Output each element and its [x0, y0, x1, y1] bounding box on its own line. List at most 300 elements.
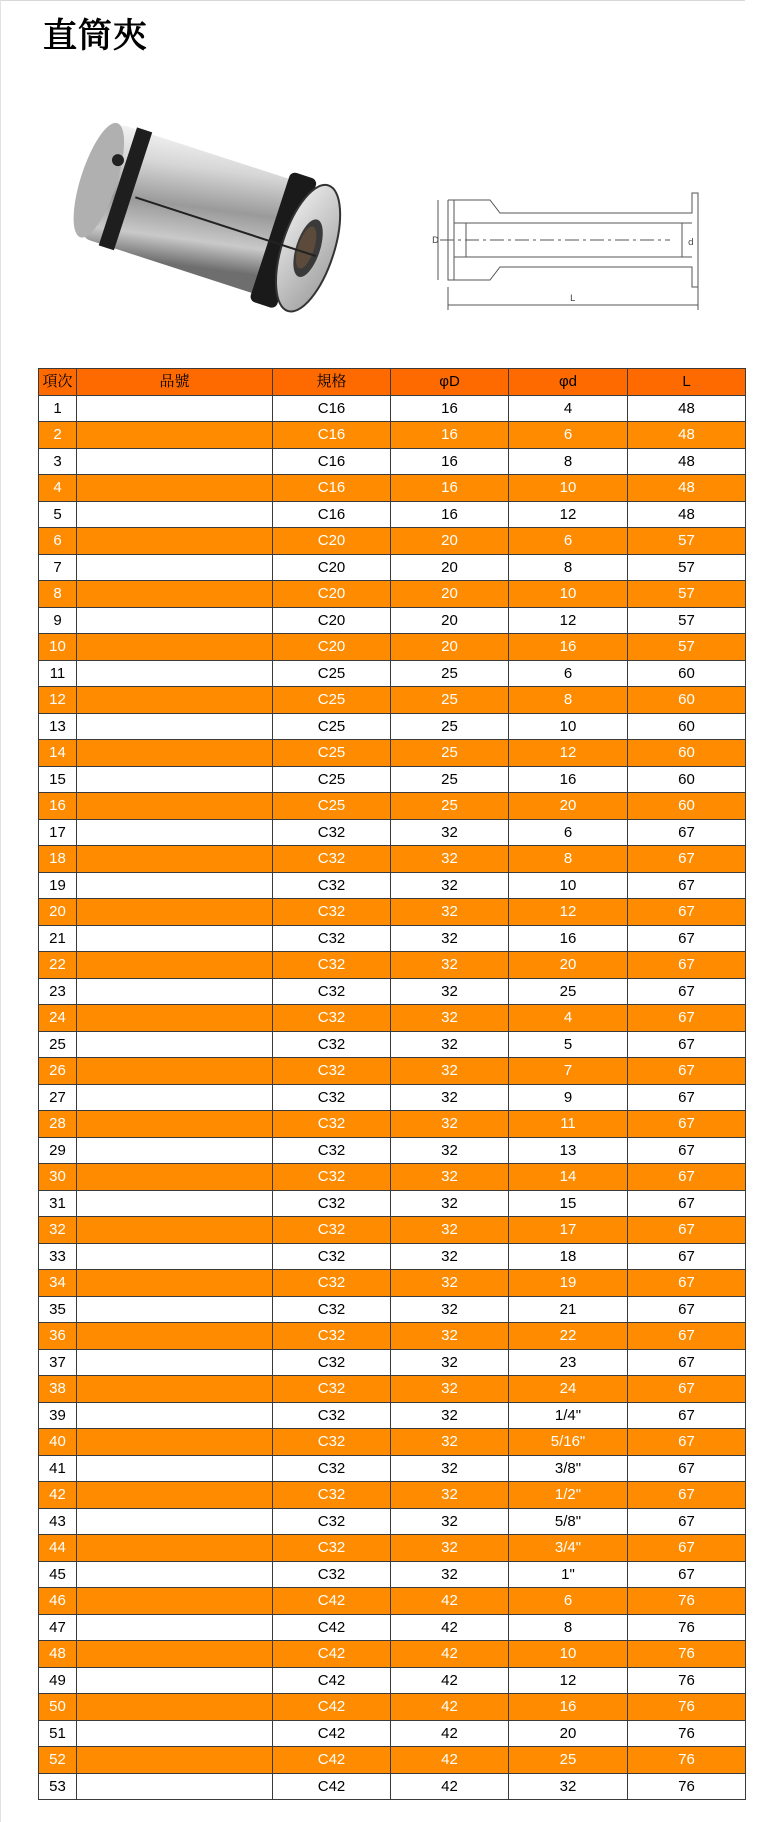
cell-item-no: 15	[39, 766, 77, 793]
cell-spec: C42	[273, 1694, 391, 1721]
cell-inner-diameter: 25	[509, 978, 628, 1005]
cell-part-no	[77, 1190, 273, 1217]
cell-item-no: 41	[39, 1455, 77, 1482]
table-row	[39, 1349, 746, 1376]
cell-spec: C32	[273, 1535, 391, 1562]
cell-inner-diameter: 12	[509, 740, 628, 767]
cell-length: 67	[628, 1270, 746, 1297]
cell-item-no: 38	[39, 1376, 77, 1403]
table-row	[39, 1508, 746, 1535]
cell-inner-diameter: 6	[509, 528, 628, 555]
table-row	[39, 501, 746, 528]
cell-outer-diameter: 25	[391, 713, 509, 740]
cell-item-no: 14	[39, 740, 77, 767]
table-row	[39, 1058, 746, 1085]
cell-length: 67	[628, 1323, 746, 1350]
cell-part-no	[77, 501, 273, 528]
cell-inner-diameter: 4	[509, 1005, 628, 1032]
cell-outer-diameter: 32	[391, 1190, 509, 1217]
cell-length: 48	[628, 501, 746, 528]
cell-length: 48	[628, 448, 746, 475]
header-item-no: 項次	[39, 369, 77, 396]
cell-spec: C32	[273, 1217, 391, 1244]
cell-length: 60	[628, 660, 746, 687]
cell-inner-diameter: 32	[509, 1773, 628, 1800]
cell-item-no: 25	[39, 1031, 77, 1058]
table-row	[39, 475, 746, 502]
cell-item-no: 4	[39, 475, 77, 502]
cell-part-no	[77, 581, 273, 608]
cell-outer-diameter: 32	[391, 1535, 509, 1562]
table-row	[39, 1694, 746, 1721]
table-row	[39, 1323, 746, 1350]
cell-part-no	[77, 793, 273, 820]
cell-inner-diameter: 6	[509, 1588, 628, 1615]
cell-inner-diameter: 1"	[509, 1561, 628, 1588]
table-row	[39, 687, 746, 714]
cell-outer-diameter: 32	[391, 978, 509, 1005]
cell-outer-diameter: 16	[391, 475, 509, 502]
cell-outer-diameter: 32	[391, 1084, 509, 1111]
cell-length: 67	[628, 872, 746, 899]
table-row	[39, 925, 746, 952]
cell-length: 67	[628, 1111, 746, 1138]
cell-spec: C20	[273, 528, 391, 555]
table-row	[39, 1535, 746, 1562]
cell-inner-diameter: 8	[509, 1614, 628, 1641]
cell-spec: C42	[273, 1588, 391, 1615]
cell-inner-diameter: 12	[509, 501, 628, 528]
cell-spec: C25	[273, 687, 391, 714]
cell-item-no: 29	[39, 1137, 77, 1164]
table-row	[39, 581, 746, 608]
cell-length: 67	[628, 1031, 746, 1058]
cell-inner-diameter: 6	[509, 422, 628, 449]
cell-item-no: 37	[39, 1349, 77, 1376]
table-row	[39, 1641, 746, 1668]
cell-length: 67	[628, 1376, 746, 1403]
cell-item-no: 16	[39, 793, 77, 820]
table-row	[39, 1084, 746, 1111]
cell-inner-diameter: 10	[509, 1641, 628, 1668]
cell-item-no: 52	[39, 1747, 77, 1774]
cell-spec: C20	[273, 607, 391, 634]
cell-spec: C32	[273, 1084, 391, 1111]
cell-outer-diameter: 42	[391, 1720, 509, 1747]
cell-length: 76	[628, 1773, 746, 1800]
cell-inner-diameter: 8	[509, 448, 628, 475]
cell-item-no: 24	[39, 1005, 77, 1032]
cell-item-no: 45	[39, 1561, 77, 1588]
cell-part-no	[77, 1747, 273, 1774]
cell-length: 67	[628, 1402, 746, 1429]
cell-length: 67	[628, 1058, 746, 1085]
cell-spec: C32	[273, 952, 391, 979]
cell-outer-diameter: 25	[391, 740, 509, 767]
cell-outer-diameter: 32	[391, 1482, 509, 1509]
cell-spec: C32	[273, 925, 391, 952]
cell-length: 67	[628, 1084, 746, 1111]
cell-spec: C32	[273, 1190, 391, 1217]
cell-spec: C32	[273, 1455, 391, 1482]
cell-length: 60	[628, 766, 746, 793]
cell-spec: C42	[273, 1614, 391, 1641]
cell-inner-diameter: 13	[509, 1137, 628, 1164]
cell-outer-diameter: 20	[391, 581, 509, 608]
cell-part-no	[77, 1588, 273, 1615]
cell-outer-diameter: 20	[391, 634, 509, 661]
cell-part-no	[77, 872, 273, 899]
cell-spec: C32	[273, 819, 391, 846]
cell-item-no: 42	[39, 1482, 77, 1509]
cell-inner-diameter: 16	[509, 634, 628, 661]
cell-outer-diameter: 25	[391, 687, 509, 714]
cell-item-no: 48	[39, 1641, 77, 1668]
cell-item-no: 53	[39, 1773, 77, 1800]
cell-part-no	[77, 1111, 273, 1138]
cell-part-no	[77, 1270, 273, 1297]
cell-spec: C16	[273, 501, 391, 528]
cell-item-no: 47	[39, 1614, 77, 1641]
cell-spec: C32	[273, 1058, 391, 1085]
cell-outer-diameter: 42	[391, 1614, 509, 1641]
cell-length: 60	[628, 793, 746, 820]
cell-part-no	[77, 1084, 273, 1111]
table-row	[39, 1296, 746, 1323]
cell-length: 67	[628, 819, 746, 846]
cell-spec: C20	[273, 554, 391, 581]
cell-outer-diameter: 32	[391, 1455, 509, 1482]
cell-inner-diameter: 10	[509, 581, 628, 608]
cell-part-no	[77, 766, 273, 793]
cell-inner-diameter: 24	[509, 1376, 628, 1403]
spec-table	[38, 368, 746, 1800]
table-row	[39, 1773, 746, 1800]
cell-outer-diameter: 32	[391, 899, 509, 926]
cell-outer-diameter: 32	[391, 872, 509, 899]
cell-spec: C20	[273, 581, 391, 608]
table-row	[39, 1482, 746, 1509]
cell-part-no	[77, 1614, 273, 1641]
cell-spec: C42	[273, 1773, 391, 1800]
cell-part-no	[77, 1296, 273, 1323]
cell-item-no: 44	[39, 1535, 77, 1562]
cell-inner-diameter: 7	[509, 1058, 628, 1085]
cell-item-no: 3	[39, 448, 77, 475]
table-row	[39, 1005, 746, 1032]
cell-item-no: 6	[39, 528, 77, 555]
table-row	[39, 1402, 746, 1429]
cell-outer-diameter: 42	[391, 1773, 509, 1800]
cell-outer-diameter: 20	[391, 528, 509, 555]
cell-length: 60	[628, 687, 746, 714]
cell-inner-diameter: 17	[509, 1217, 628, 1244]
table-row	[39, 1455, 746, 1482]
cell-part-no	[77, 448, 273, 475]
cell-outer-diameter: 42	[391, 1588, 509, 1615]
cell-outer-diameter: 32	[391, 1243, 509, 1270]
cell-length: 76	[628, 1747, 746, 1774]
cell-spec: C25	[273, 660, 391, 687]
cell-outer-diameter: 32	[391, 1376, 509, 1403]
cell-spec: C42	[273, 1720, 391, 1747]
cell-part-no	[77, 1694, 273, 1721]
cell-item-no: 49	[39, 1667, 77, 1694]
cell-inner-diameter: 5/8"	[509, 1508, 628, 1535]
cell-spec: C25	[273, 713, 391, 740]
cell-part-no	[77, 952, 273, 979]
header-length: L	[628, 369, 746, 396]
cell-inner-diameter: 15	[509, 1190, 628, 1217]
cell-length: 67	[628, 1137, 746, 1164]
cell-length: 67	[628, 978, 746, 1005]
table-row	[39, 872, 746, 899]
cell-part-no	[77, 978, 273, 1005]
cell-length: 67	[628, 925, 746, 952]
cell-item-no: 50	[39, 1694, 77, 1721]
cell-part-no	[77, 1243, 273, 1270]
cell-part-no	[77, 1455, 273, 1482]
cell-outer-diameter: 32	[391, 1323, 509, 1350]
cell-length: 67	[628, 1482, 746, 1509]
cell-item-no: 36	[39, 1323, 77, 1350]
dimension-drawing	[430, 175, 700, 335]
cell-length: 57	[628, 634, 746, 661]
cell-length: 67	[628, 1429, 746, 1456]
cell-length: 67	[628, 1349, 746, 1376]
cell-length: 57	[628, 607, 746, 634]
cell-item-no: 39	[39, 1402, 77, 1429]
cell-spec: C32	[273, 1429, 391, 1456]
table-row	[39, 1561, 746, 1588]
cell-part-no	[77, 1667, 273, 1694]
cell-length: 76	[628, 1720, 746, 1747]
cell-spec: C32	[273, 1243, 391, 1270]
cell-outer-diameter: 32	[391, 1111, 509, 1138]
cell-inner-diameter: 8	[509, 687, 628, 714]
table-row	[39, 740, 746, 767]
cell-inner-diameter: 3/8"	[509, 1455, 628, 1482]
table-row	[39, 1111, 746, 1138]
cell-part-no	[77, 819, 273, 846]
cell-part-no	[77, 1031, 273, 1058]
cell-item-no: 31	[39, 1190, 77, 1217]
cell-outer-diameter: 32	[391, 1137, 509, 1164]
table-row	[39, 713, 746, 740]
cell-item-no: 34	[39, 1270, 77, 1297]
cell-inner-diameter: 3/4"	[509, 1535, 628, 1562]
cell-part-no	[77, 1773, 273, 1800]
cell-spec: C20	[273, 634, 391, 661]
cell-part-no	[77, 554, 273, 581]
cell-inner-diameter: 1/2"	[509, 1482, 628, 1509]
cell-length: 67	[628, 1243, 746, 1270]
cell-outer-diameter: 16	[391, 448, 509, 475]
cell-length: 67	[628, 1535, 746, 1562]
cell-spec: C25	[273, 766, 391, 793]
cell-outer-diameter: 32	[391, 1031, 509, 1058]
table-row	[39, 1031, 746, 1058]
diagram-label-L: L	[570, 294, 576, 304]
cell-inner-diameter: 8	[509, 554, 628, 581]
cell-item-no: 27	[39, 1084, 77, 1111]
cell-length: 48	[628, 422, 746, 449]
cell-outer-diameter: 16	[391, 395, 509, 422]
cell-outer-diameter: 32	[391, 1508, 509, 1535]
cell-spec: C16	[273, 422, 391, 449]
cell-spec: C32	[273, 1111, 391, 1138]
cell-length: 67	[628, 846, 746, 873]
cell-spec: C32	[273, 1482, 391, 1509]
cell-part-no	[77, 634, 273, 661]
cell-length: 67	[628, 1455, 746, 1482]
cell-length: 67	[628, 1508, 746, 1535]
cell-inner-diameter: 16	[509, 766, 628, 793]
cell-inner-diameter: 9	[509, 1084, 628, 1111]
table-row	[39, 1270, 746, 1297]
cell-inner-diameter: 20	[509, 793, 628, 820]
cell-length: 76	[628, 1588, 746, 1615]
cell-outer-diameter: 42	[391, 1667, 509, 1694]
cell-spec: C32	[273, 899, 391, 926]
cell-item-no: 12	[39, 687, 77, 714]
cell-length: 60	[628, 713, 746, 740]
cell-spec: C32	[273, 1164, 391, 1191]
cell-item-no: 20	[39, 899, 77, 926]
cell-item-no: 19	[39, 872, 77, 899]
table-row	[39, 899, 746, 926]
cell-outer-diameter: 20	[391, 607, 509, 634]
cell-outer-diameter: 32	[391, 952, 509, 979]
cell-spec: C16	[273, 448, 391, 475]
table-row	[39, 1243, 746, 1270]
cell-spec: C32	[273, 1005, 391, 1032]
cell-length: 76	[628, 1667, 746, 1694]
cell-length: 67	[628, 1296, 746, 1323]
cell-outer-diameter: 32	[391, 846, 509, 873]
cell-part-no	[77, 1535, 273, 1562]
cell-outer-diameter: 16	[391, 422, 509, 449]
cell-item-no: 5	[39, 501, 77, 528]
cell-spec: C32	[273, 1561, 391, 1588]
table-row	[39, 952, 746, 979]
cell-spec: C42	[273, 1747, 391, 1774]
cell-part-no	[77, 475, 273, 502]
cell-item-no: 22	[39, 952, 77, 979]
cell-item-no: 51	[39, 1720, 77, 1747]
cell-inner-diameter: 16	[509, 1694, 628, 1721]
cell-spec: C32	[273, 846, 391, 873]
cell-length: 76	[628, 1614, 746, 1641]
cell-inner-diameter: 8	[509, 846, 628, 873]
cell-outer-diameter: 20	[391, 554, 509, 581]
table-row	[39, 634, 746, 661]
cell-inner-diameter: 10	[509, 872, 628, 899]
diagram-label-d: d	[688, 238, 694, 248]
table-row	[39, 766, 746, 793]
cell-outer-diameter: 16	[391, 501, 509, 528]
cell-part-no	[77, 607, 273, 634]
cell-inner-diameter: 6	[509, 660, 628, 687]
cell-inner-diameter: 20	[509, 952, 628, 979]
cell-item-no: 32	[39, 1217, 77, 1244]
cell-part-no	[77, 1323, 273, 1350]
cell-spec: C32	[273, 1508, 391, 1535]
cell-inner-diameter: 11	[509, 1111, 628, 1138]
cell-item-no: 28	[39, 1111, 77, 1138]
header-outer-diameter: φD	[391, 369, 509, 396]
cell-outer-diameter: 32	[391, 819, 509, 846]
cell-spec: C42	[273, 1667, 391, 1694]
cell-inner-diameter: 22	[509, 1323, 628, 1350]
cell-part-no	[77, 660, 273, 687]
cell-part-no	[77, 1508, 273, 1535]
cell-item-no: 13	[39, 713, 77, 740]
cell-outer-diameter: 32	[391, 925, 509, 952]
cell-outer-diameter: 42	[391, 1641, 509, 1668]
cell-item-no: 43	[39, 1508, 77, 1535]
table-row	[39, 1747, 746, 1774]
table-row	[39, 1376, 746, 1403]
cell-inner-diameter: 6	[509, 819, 628, 846]
cell-inner-diameter: 12	[509, 899, 628, 926]
table-row	[39, 819, 746, 846]
table-row	[39, 1137, 746, 1164]
cell-item-no: 2	[39, 422, 77, 449]
cell-spec: C16	[273, 395, 391, 422]
table-row	[39, 1190, 746, 1217]
cell-length: 57	[628, 581, 746, 608]
cell-part-no	[77, 1217, 273, 1244]
table-row	[39, 607, 746, 634]
table-row	[39, 1217, 746, 1244]
header-part-no: 品號	[77, 369, 273, 396]
cell-item-no: 35	[39, 1296, 77, 1323]
table-row	[39, 660, 746, 687]
cell-length: 67	[628, 899, 746, 926]
cell-item-no: 30	[39, 1164, 77, 1191]
cell-outer-diameter: 32	[391, 1005, 509, 1032]
cell-item-no: 1	[39, 395, 77, 422]
table-row	[39, 1614, 746, 1641]
cell-spec: C32	[273, 1270, 391, 1297]
cell-length: 60	[628, 740, 746, 767]
cell-spec: C16	[273, 475, 391, 502]
cell-part-no	[77, 1058, 273, 1085]
table-row	[39, 554, 746, 581]
cell-spec: C32	[273, 1031, 391, 1058]
collet-photo	[70, 100, 380, 355]
table-row	[39, 395, 746, 422]
cell-length: 67	[628, 1217, 746, 1244]
cell-part-no	[77, 1561, 273, 1588]
cell-item-no: 11	[39, 660, 77, 687]
cell-length: 67	[628, 1561, 746, 1588]
cell-outer-diameter: 25	[391, 660, 509, 687]
cell-inner-diameter: 19	[509, 1270, 628, 1297]
cell-spec: C32	[273, 1296, 391, 1323]
cell-item-no: 18	[39, 846, 77, 873]
cell-outer-diameter: 32	[391, 1058, 509, 1085]
cell-length: 67	[628, 952, 746, 979]
cell-spec: C32	[273, 1323, 391, 1350]
cell-part-no	[77, 1641, 273, 1668]
cell-length: 57	[628, 554, 746, 581]
cell-inner-diameter: 1/4"	[509, 1402, 628, 1429]
cell-inner-diameter: 16	[509, 925, 628, 952]
cell-part-no	[77, 740, 273, 767]
cell-part-no	[77, 713, 273, 740]
